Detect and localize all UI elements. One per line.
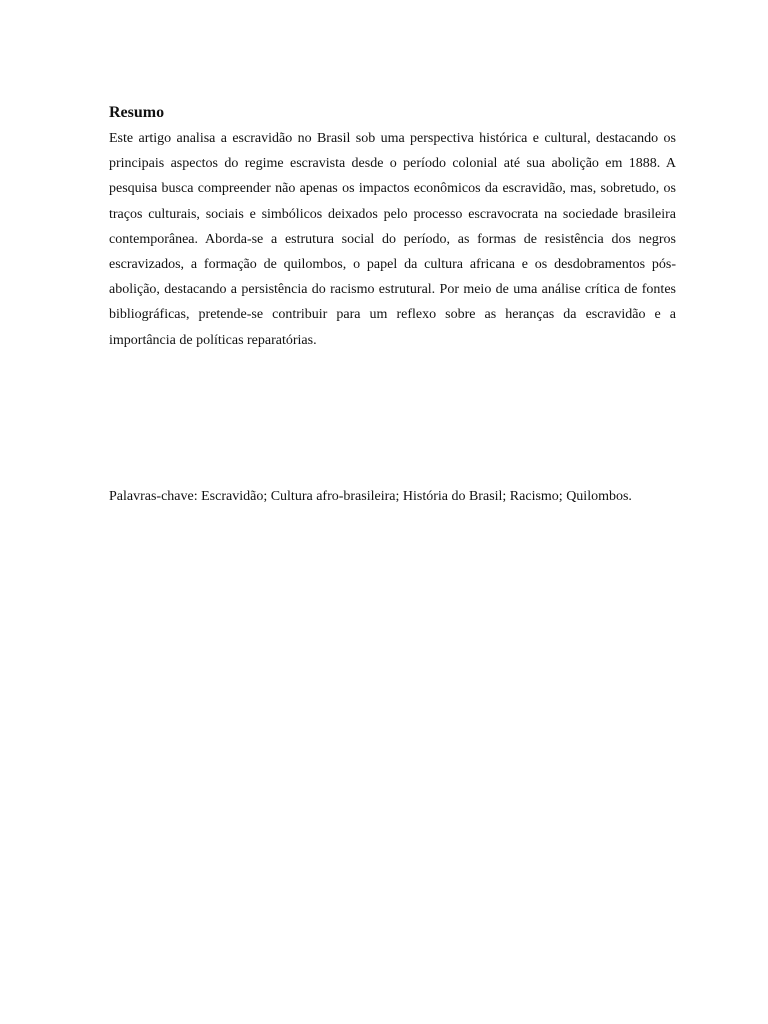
keywords-text: Palavras-chave: Escravidão; Cultura afro-brasileira; História do Brasil; Racismo; Quilombos. [109,489,632,504]
abstract-section [109,101,676,353]
abstract-text: Este artigo analisa a escravidão no Brasil sob uma perspectiva histórica e cultural, destacando os principais aspectos do regime escravista desde o período colonial até sua abolição em 1888. A pesquisa busca compreender não apenas os impactos econômicos da escravidão, mas, sobretudo, os traços culturais, sociais e simbólicos deixados pelo processo escravocrata na sociedade brasileira contemporânea. Aborda-se a estrutura social do período, as formas de resistência dos negros escravizados, a formação de quilombos, o papel da cultura africana e os desdobramentos pós-abolição, destacando a persistência do racismo estrutural. Por meio de uma análise crítica de fontes bibliográficas, pretende-se contribuir para um reflexo sobre as heranças da escravidão e a importância de políticas reparatórias. [109,131,676,348]
abstract-heading: Resumo [109,104,165,121]
